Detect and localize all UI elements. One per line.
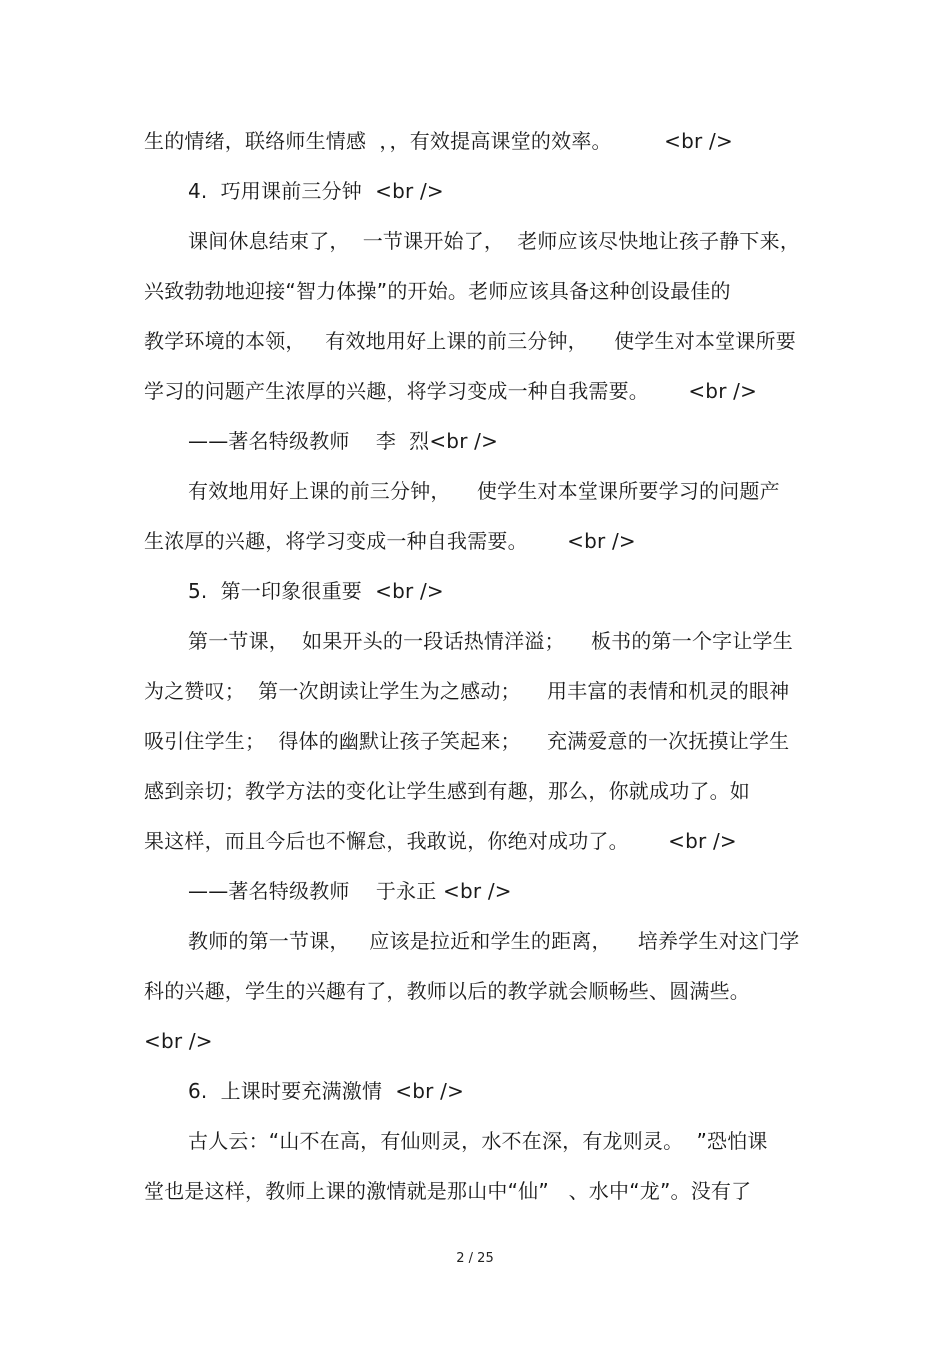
paragraph-line: <br /> <box>144 1029 213 1053</box>
paragraph-line: 第一节课， 如果开头的一段话热情洋溢； 板书的第一个字让学生 <box>188 629 793 653</box>
paragraph-line: 课间休息结束了， 一节课开始了， 老师应该尽快地让孩子静下来， <box>188 229 801 253</box>
paragraph-line: 堂也是这样，教师上课的激情就是那山中“仙” 、水中“龙”。没有了 <box>144 1179 752 1203</box>
paragraph-line: 生浓厚的兴趣，将学习变成一种自我需要。 <br /> <box>144 529 636 553</box>
attribution-line: ——著名特级教师 于永正 <br /> <box>188 879 512 903</box>
attribution-line: ——著名特级教师 李 烈<br /> <box>188 429 499 453</box>
paragraph-line: 古人云：“山不在高，有仙则灵，水不在深，有龙则灵。 ”恐怕课 <box>188 1129 768 1153</box>
section-heading: 5. 第一印象很重要 <br /> <box>188 579 444 603</box>
paragraph-line: 教学环境的本领， 有效地用好上课的前三分钟， 使学生对本堂课所要 <box>144 329 796 353</box>
paragraph-line: 果这样，而且今后也不懈怠，我敢说，你绝对成功了。 <br /> <box>144 829 737 853</box>
section-heading: 4. 巧用课前三分钟 <br /> <box>188 179 444 203</box>
paragraph-line: 有效地用好上课的前三分钟， 使学生对本堂课所要学习的问题产 <box>188 479 780 503</box>
paragraph-line: 学习的问题产生浓厚的兴趣，将学习变成一种自我需要。 <br /> <box>144 379 758 403</box>
paragraph-line: 教师的第一节课， 应该是拉近和学生的距离， 培养学生对这门学 <box>188 929 800 953</box>
paragraph-line: 感到亲切；教学方法的变化让学生感到有趣，那么，你就成功了。如 <box>144 779 750 803</box>
paragraph-line: 吸引住学生； 得体的幽默让孩子笑起来； 充满爱意的一次抚摸让学生 <box>144 729 790 753</box>
paragraph-line: 兴致勃勃地迎接“智力体操”的开始。老师应该具备这种创设最佳的 <box>144 279 731 303</box>
paragraph-line: 科的兴趣，学生的兴趣有了，教师以后的教学就会顺畅些、圆满些。 <box>144 979 750 1003</box>
page-number: 2 / 25 <box>456 1251 494 1266</box>
paragraph-line: 为之赞叹； 第一次朗读让学生为之感动； 用丰富的表情和机灵的眼神 <box>144 679 790 703</box>
paragraph-line: 生的情绪，联络师生情感 ，，有效提高课堂的效率。 <br /> <box>144 129 733 153</box>
section-heading: 6. 上课时要充满激情 <br /> <box>188 1079 465 1103</box>
